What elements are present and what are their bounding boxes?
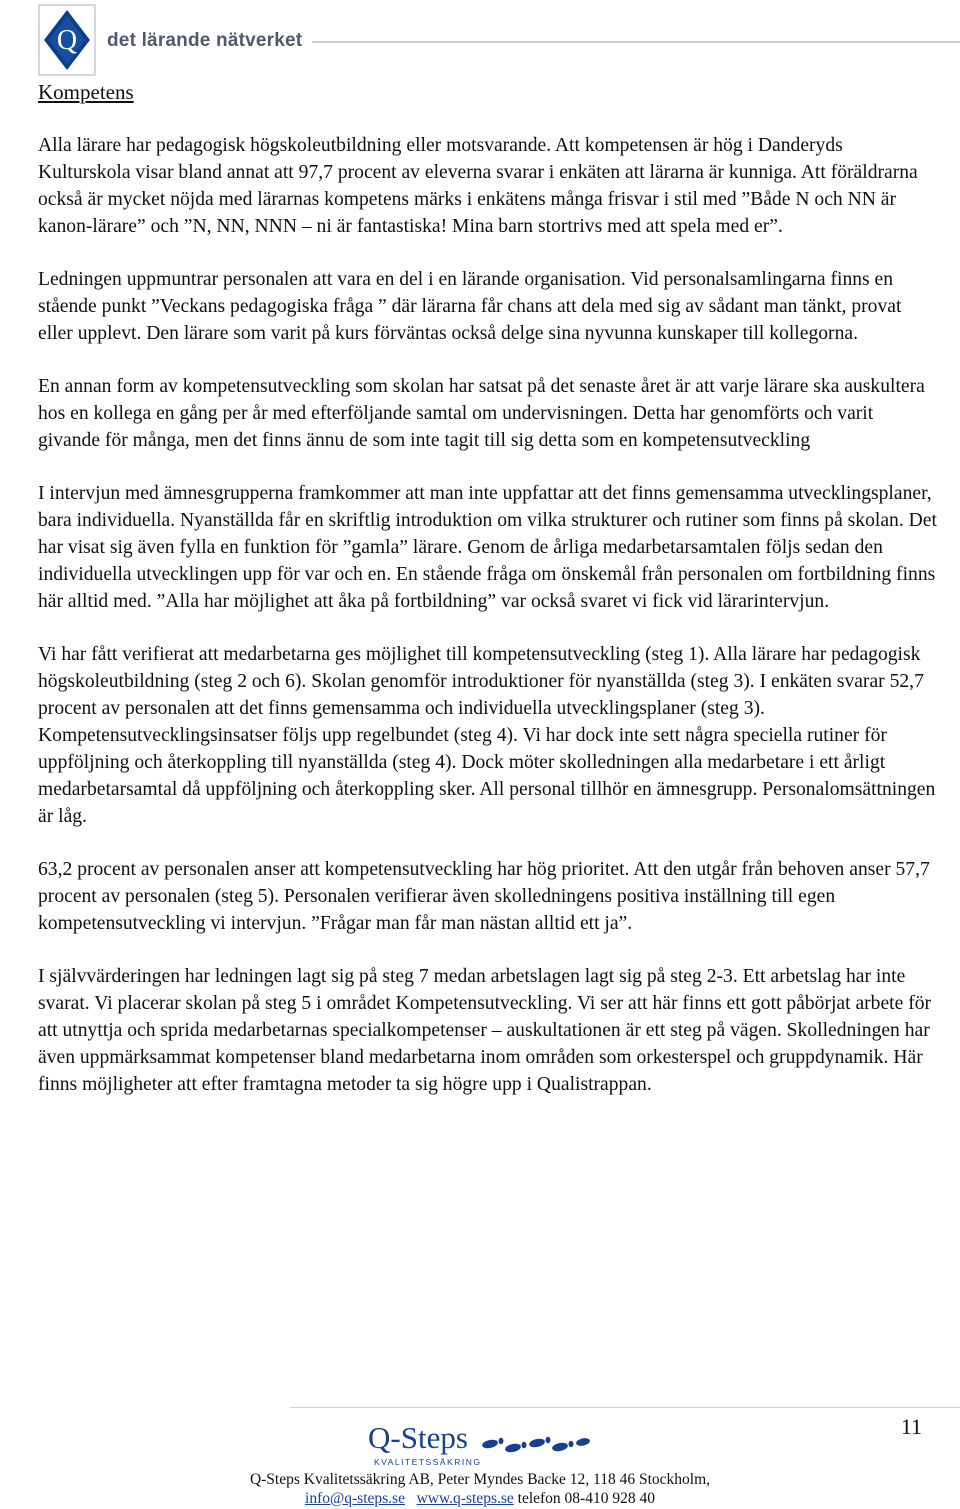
page-number: 11 — [900, 1414, 922, 1439]
footer-logo-subtitle: KVALITETSSÄKRING — [374, 1457, 482, 1467]
email-link[interactable]: info@q-steps.se — [305, 1490, 405, 1507]
footer-divider — [290, 1407, 960, 1408]
brand-name: det lärande nätverket — [107, 30, 303, 51]
phone-text: telefon 08-410 928 40 — [517, 1490, 655, 1507]
paragraph: En annan form av kompetensutveckling som skolan har satsat på det senaste året är att varje lärare ska auskultera hos en kollega en gång per år med efterföljande samtal om undervisningen. Detta har genomförts och varit givande för många, men det finns ännu de som inte tagit till sig detta som en kompetensutveckling — [38, 376, 925, 451]
body-text — [38, 132, 938, 1124]
paragraph: Alla lärare har pedagogisk högskoleutbildning eller motsvarande. Att kompetensen är hög i Danderyds Kulturskola visar bland annat att 97,7 procent av eleverna svarar i enkäten att lärarna är kunniga. Att föräldrarna också är mycket nöjda med lärarnas kompetens märks i enkätens många frisvar i stil med ”Både N och NN är kanon-lärare” och ”N, NN, NNN – ni är fantastiska! Mina barn stortrivs med att spela med er”. — [38, 135, 918, 237]
header-divider — [312, 41, 960, 43]
website-link[interactable]: www.q-steps.se — [416, 1490, 514, 1507]
paragraph: I intervjun med ämnesgrupperna framkommer att man inte uppfattar att det finns gemensamma utvecklingsplaner, bara individuella. Nyanställda får en skriftlig introduktion om vilka strukturer och rutiner som finns på skolan. Det har visat sig även fylla en funktion för ”gamla” lärare. Genom de årliga medarbetarsamtalen följs sedan den individuella utvecklingen upp för var och en. En stående fråga om önskemål från personalen om fortbildning finns här alltid med. ”Alla har möjlighet att åka på fortbildning” var också svaret vi fick vid lärarintervjun. — [38, 483, 937, 612]
footer-address: Q-Steps Kvalitetssäkring AB, Peter Myndes Backe 12, 118 46 Stockholm, — [249, 1471, 711, 1488]
footer-contact — [0, 1489, 960, 1509]
page-header — [0, 0, 960, 80]
paragraph: Vi har fått verifierat att medarbetarna ges möjlighet till kompetensutveckling (steg 1). Alla lärare har pedagogisk högskoleutbildning (steg 2 och 6). Skolan genomför introduktioner för nyanställda (steg 3). I enkäten svarar 52,7 procent av personalen att det finns gemensamma och individuella utvecklingsplaner (steg 3). Kompetensutvecklingsinsatser följs upp regelbundet (steg 4). Vi har dock inte sett några speciella rutiner för uppföljning och återkoppling till nyanställda (steg 4). Dock möter skolledningen alla medarbetare i ett årligt medarbetarsamtal då uppföljning och återkoppling sker. All personal tillhör en ämnesgrupp. Personalomsättningen är låg. — [38, 644, 936, 827]
footer-logo-text: Q-Steps — [368, 1420, 468, 1455]
q-logo-icon — [38, 4, 96, 76]
section-title: Kompetens — [38, 80, 134, 104]
paragraph: 63,2 procent av personalen anser att kompetensutveckling har hög prioritet. Att den utgår från behoven anser 57,7 procent av personalen (steg 5). Personalen verifierar även skolledningens positiva inställning till egen kompetensutveckling vi intervjun. ”Frågar man får man nästan alltid ett ja”. — [38, 859, 930, 934]
paragraph: Ledningen uppmuntrar personalen att vara en del i en lärande organisation. Vid personalsamlingarna finns en stående punkt ”Veckans pedagogiska fråga ” där lärarna får chans att dela med sig av sådant man tänkt, provat eller upplevt. Den lärare som varit på kurs förväntas också delge sina nyvunna kunskaper till kollegorna. — [38, 269, 902, 344]
paragraph: I självvärderingen har ledningen lagt sig på steg 7 medan arbetslagen lagt sig på steg 2-3. Ett arbetslag har inte svarat. Vi placerar skolan på steg 5 i området Kompetensutveckling. Vi ser att här finns ett gott påbörjat arbete för att utnyttja och sprida medarbetarnas specialkompetenser – auskultationen är ett steg på vägen. Skolledningen har även uppmärksammat kompetenser bland medarbetarna inom områden som orkesterspel och gruppdynamik. Här finns möjligheter att efter framtagna metoder ta sig högre upp i Qualistrappan. — [38, 966, 932, 1095]
q-steps-logo-icon — [366, 1418, 596, 1470]
footprints-icon — [481, 1437, 590, 1454]
logo-letter: Q — [56, 25, 78, 56]
